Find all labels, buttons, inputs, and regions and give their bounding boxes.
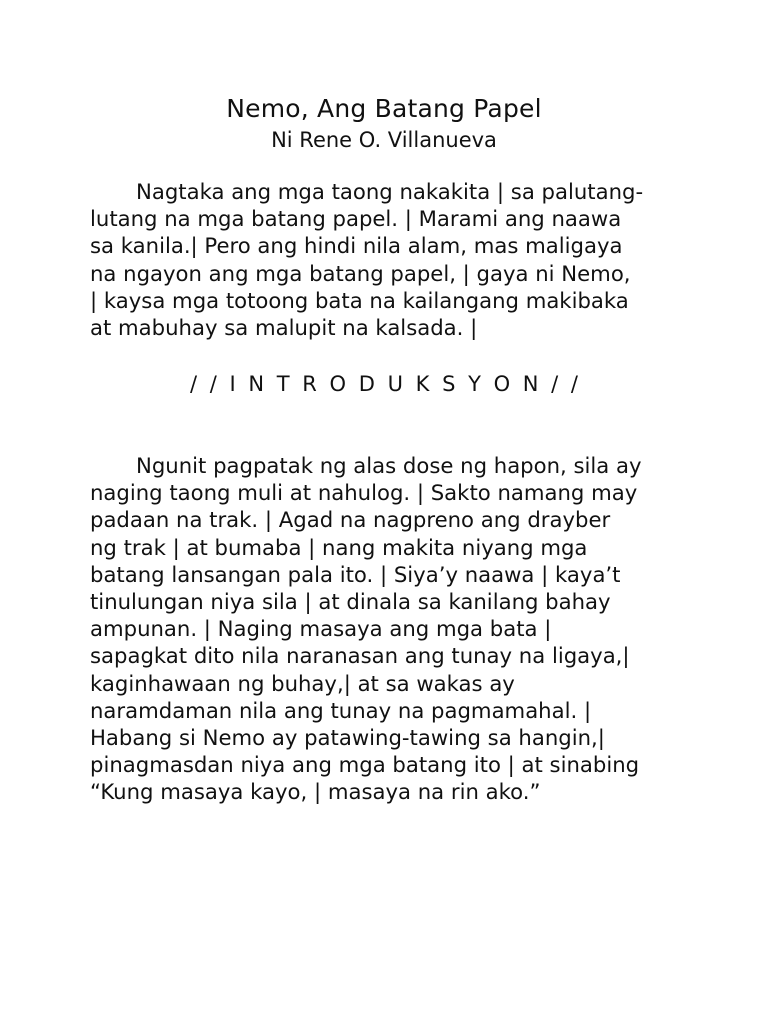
- document-title: Nemo, Ang Batang Papel: [226, 94, 542, 123]
- document-author: Ni Rene O. Villanueva: [271, 128, 497, 152]
- text-line: lutang na mga batang papel. | Marami ang naawa: [90, 206, 622, 232]
- text-line: “Kung masaya kayo, | masaya na rin ako.”: [90, 779, 541, 805]
- text-line: Habang si Nemo ay patawing-tawing sa hangin,|: [90, 725, 605, 751]
- text-line: sa kanila.| Pero ang hindi nila alam, mas maligaya: [90, 233, 623, 259]
- paragraph-1: [90, 178, 690, 341]
- text-line: naramdaman nila ang tunay na pagmamahal. |: [90, 697, 592, 723]
- text-line: tinulungan niya sila | at dinala sa kanilang bahay: [90, 589, 611, 615]
- text-line: Ngunit pagpatak ng alas dose ng hapon, sila ay: [136, 453, 642, 478]
- text-line: sapagkat dito nila naranasan ang tunay na ligaya,|: [90, 643, 630, 669]
- text-line: ampunan. | Naging masaya ang mga bata |: [90, 616, 552, 642]
- text-line: | kaysa mga totoong bata na kailangang makibaka: [90, 287, 629, 313]
- section-marker: / / I N T R O D U K S Y O N / /: [190, 372, 578, 396]
- paragraph-2: [90, 452, 690, 806]
- text-line: at mabuhay sa malupit na kalsada. |: [90, 315, 478, 341]
- text-line: kaginhawaan ng buhay,| at sa wakas ay: [90, 670, 515, 696]
- text-line: naging taong muli at nahulog. | Sakto namang may: [90, 480, 638, 506]
- text-line: na ngayon ang mga batang papel, | gaya ni Nemo,: [90, 260, 631, 286]
- text-line: pinagmasdan niya ang mga batang ito | at sinabing: [90, 752, 640, 778]
- text-line: Nagtaka ang mga taong nakakita | sa palutang-: [136, 179, 644, 204]
- text-line: batang lansangan pala ito. | Siya’y naawa | kaya’t: [90, 561, 621, 587]
- text-line: ng trak | at bumaba | nang makita niyang mga: [90, 534, 588, 560]
- text-line: padaan na trak. | Agad na nagpreno ang drayber: [90, 507, 611, 533]
